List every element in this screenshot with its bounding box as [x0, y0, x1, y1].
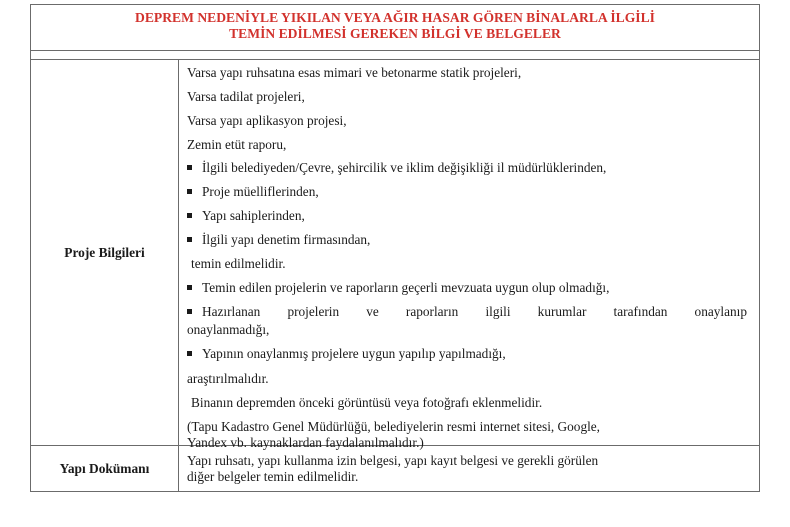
bullet-item	[187, 208, 305, 224]
bullet-text: İlgili belediyeden/Çevre, şehircilik ve iklim değişikliği il müdürlüklerinden,	[202, 160, 607, 175]
row-label-proje-bilgileri: Proje Bilgileri	[31, 60, 179, 445]
bullet-text: İlgili yapı denetim firmasından,	[202, 232, 371, 247]
bullet-item	[187, 160, 606, 176]
list-item: Zemin etüt raporu,	[187, 137, 287, 152]
list-item: Yandex vb. kaynaklardan faydalanılmalıdır.)	[187, 435, 424, 450]
bullet-text: Yapının onaylanmış projelere uygun yapılıp yapılmadığı,	[202, 346, 506, 361]
bullet-item	[187, 280, 609, 296]
bullet-icon	[187, 285, 192, 290]
bullet-icon	[187, 189, 192, 194]
list-item: Yapı ruhsatı, yapı kullanma izin belgesi, yapı kayıt belgesi ve gerekli görülen	[187, 453, 599, 468]
title-line-2: TEMİN EDİLMESİ GEREKEN BİLGİ VE BELGELER	[229, 26, 561, 41]
row-content-proje-bilgileri	[179, 60, 759, 450]
list-item: Varsa tadilat projeleri,	[187, 89, 305, 104]
bullet-text: Temin edilen projelerin ve raporların geçerli mevzuata uygun olup olmadığı,	[202, 280, 610, 295]
requirements-table	[30, 4, 760, 492]
bullet-icon	[187, 165, 192, 170]
bullet-item	[187, 232, 370, 248]
title-line-1: DEPREM NEDENİYLE YIKILAN VEYA AĞIR HASAR GÖREN BİNALARLA İLGİLİ	[135, 10, 655, 25]
bullet-text: Yapı sahiplerinden,	[202, 208, 305, 223]
table-row-proje-bilgileri	[31, 59, 759, 450]
list-item: Varsa yapı ruhsatına esas mimari ve betonarme statik projeleri,	[187, 65, 522, 80]
bullet-item	[187, 184, 319, 200]
bullet-item	[187, 346, 506, 362]
bullet-icon	[187, 309, 192, 314]
bullet-icon	[187, 351, 192, 356]
bullet-item	[187, 304, 747, 320]
table-row-yapi-dokumani	[31, 446, 759, 492]
bullet-text: Hazırlanan projelerin ve raporların ilgili kurumlar tarafından onaylanıp	[202, 304, 747, 319]
list-item: temin edilmelidir.	[191, 256, 286, 271]
table-title	[31, 5, 759, 51]
row-label-yapi-dokumani: Yapı Dokümanı	[31, 446, 179, 492]
bullet-text: Proje müelliflerinden,	[202, 184, 319, 199]
bullet-icon	[187, 237, 192, 242]
list-item: (Tapu Kadastro Genel Müdürlüğü, belediyelerin resmi internet sitesi, Google,	[187, 419, 601, 434]
list-item: Binanın depremden önceki görüntüsü veya fotoğrafı eklenmelidir.	[191, 395, 543, 410]
bullet-icon	[187, 213, 192, 218]
list-item: onaylanmadığı,	[187, 322, 270, 337]
list-item: araştırılmalıdır.	[187, 371, 269, 386]
list-item: diğer belgeler temin edilmelidir.	[187, 469, 359, 484]
row-content-yapi-dokumani	[179, 446, 759, 492]
list-item: Varsa yapı aplikasyon projesi,	[187, 113, 347, 128]
